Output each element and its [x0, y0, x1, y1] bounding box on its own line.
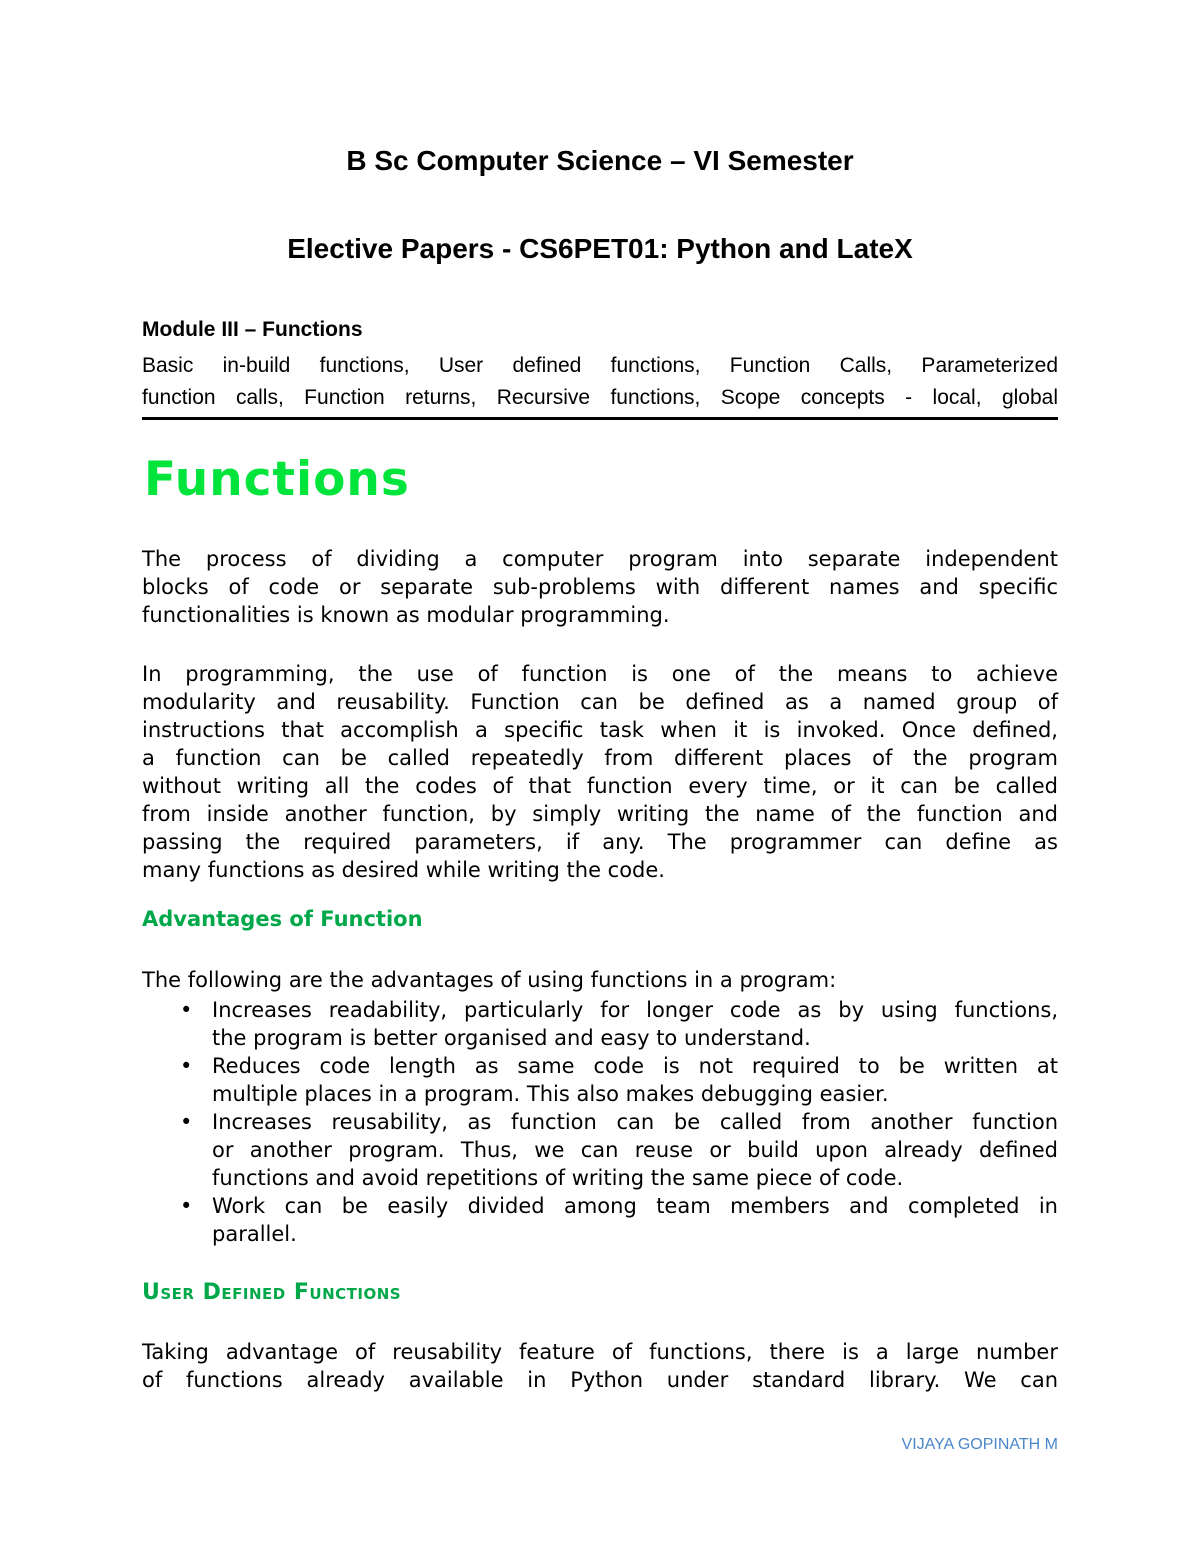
list-item-line: Increases reusability, as function can be called from another function — [212, 1110, 1058, 1134]
advantages-list — [142, 996, 1058, 1248]
list-item-line: Work can be easily divided among team members and completed in — [212, 1194, 1058, 1218]
list-item-line: Increases readability, particularly for longer code as by using functions, — [212, 998, 1058, 1022]
list-item — [142, 1192, 1058, 1248]
bullet-icon: • — [180, 1194, 193, 1218]
section-divider — [142, 417, 1058, 420]
user-defined-functions-heading: User Defined Functions — [142, 1280, 402, 1305]
paragraph-line: modularity and reusability. Function can be defined as a named group of — [142, 690, 1058, 714]
standard-library-paragraph — [142, 1338, 1058, 1394]
module-topics-line: Basic in-build functions, User defined functions, Function Calls, Parameterized — [142, 354, 1058, 377]
functions-heading: Functions — [144, 452, 410, 507]
paragraph-line: without writing all the codes of that function every time, or it can be called — [142, 774, 1058, 798]
module-topics — [142, 350, 1058, 414]
list-item-line: or another program. Thus, we can reuse or build upon already defined — [212, 1138, 1058, 1162]
module-topics-line: function calls, Function returns, Recursive functions, Scope concepts - local, global — [142, 386, 1058, 409]
list-item — [142, 1108, 1058, 1192]
paragraph-line: passing the required parameters, if any. The programmer can define as — [142, 830, 1058, 854]
list-item-line: the program is better organised and easy to understand. — [212, 1026, 811, 1050]
advantages-intro: The following are the advantages of using functions in a program: — [142, 968, 837, 992]
list-item-line: multiple places in a program. This also makes debugging easier. — [212, 1082, 889, 1106]
paragraph-line: The process of dividing a computer program into separate independent — [142, 547, 1058, 571]
list-item — [142, 1052, 1058, 1108]
bullet-icon: • — [180, 998, 193, 1022]
paragraph-line: of functions already available in Python under standard library. We can — [142, 1368, 1058, 1392]
modular-programming-paragraph — [142, 545, 1058, 629]
bullet-icon: • — [180, 1110, 193, 1134]
paragraph-line: a function can be called repeatedly from different places of the program — [142, 746, 1058, 770]
paragraph-line: instructions that accomplish a specific task when it is invoked. Once defined, — [142, 718, 1058, 742]
advantages-heading: Advantages of Function — [142, 907, 423, 931]
paragraph-line: Taking advantage of reusability feature of functions, there is a large number — [142, 1340, 1058, 1364]
list-item — [142, 996, 1058, 1052]
list-item-line: parallel. — [212, 1222, 297, 1246]
course-title: B Sc Computer Science – VI Semester — [346, 145, 854, 176]
paragraph-line: functionalities is known as modular programming. — [142, 603, 670, 627]
paragraph-line: from inside another function, by simply writing the name of the function and — [142, 802, 1058, 826]
paragraph-line: many functions as desired while writing the code. — [142, 858, 665, 882]
footer-author: VIJAYA GOPINATH M — [901, 1436, 1058, 1453]
paragraph-line: In programming, the use of function is one of the means to achieve — [142, 662, 1058, 686]
list-item-line: functions and avoid repetitions of writing the same piece of code. — [212, 1166, 904, 1190]
list-item-line: Reduces code length as same code is not required to be written at — [212, 1054, 1058, 1078]
paper-title: Elective Papers - CS6PET01: Python and LateX — [287, 233, 913, 264]
module-heading: Module III – Functions — [142, 318, 363, 341]
function-definition-paragraph — [142, 660, 1058, 884]
paragraph-line: blocks of code or separate sub-problems with different names and specific — [142, 575, 1058, 599]
bullet-icon: • — [180, 1054, 193, 1078]
